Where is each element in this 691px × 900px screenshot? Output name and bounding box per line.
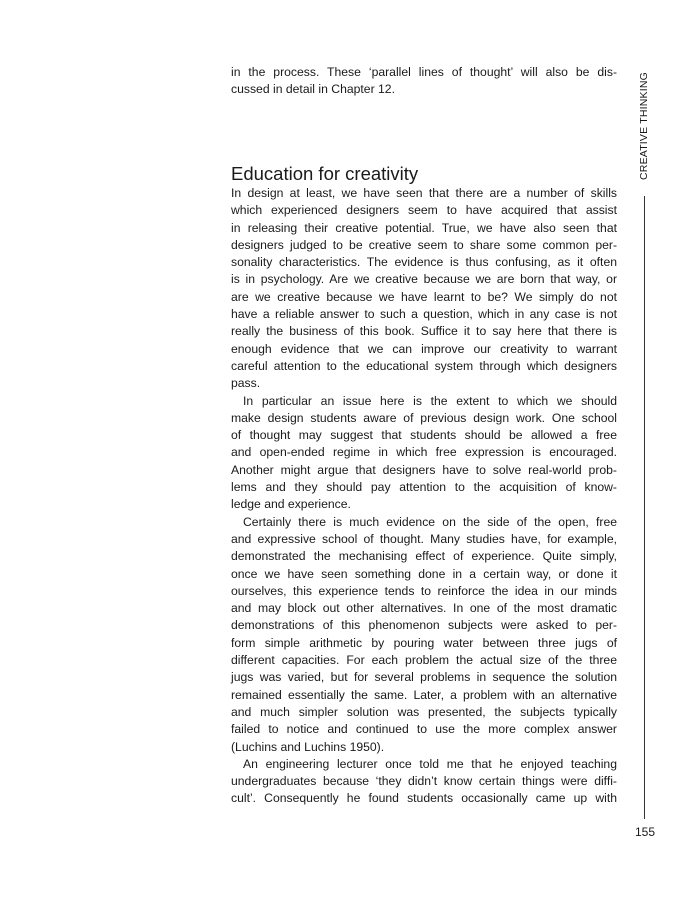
text-line: and expressive school of thought. Many studies have, for example, xyxy=(231,531,617,546)
text-line: form simple arithmetic by pouring water between three jugs of xyxy=(231,635,617,650)
paragraph xyxy=(231,514,617,756)
running-head: CREATIVE THINKING xyxy=(638,71,650,180)
text-line: remained essentially the same. Later, a problem with an alternative xyxy=(231,687,617,702)
text-line: Another might argue that designers have to solve real-world prob- xyxy=(231,462,617,477)
text-line: in the process. These ‘parallel lines of thought’ will also be dis- xyxy=(231,65,617,79)
margin-rule xyxy=(644,196,645,819)
paragraph xyxy=(231,185,617,393)
text-line: sonality characteristics. The evidence is thus confusing, as it often xyxy=(231,255,617,270)
page-number: 155 xyxy=(634,825,656,839)
text-line: designers judged to be creative seem to share some common per- xyxy=(231,237,617,252)
text-line: of thought may suggest that students should be allowed a free xyxy=(231,428,617,443)
body-text xyxy=(231,185,617,808)
text-line: careful attention to the educational system through which designers xyxy=(231,358,617,373)
text-line: are we creative because we have learnt to be? We simply do not xyxy=(231,289,617,304)
text-line: and much simpler solution was presented, the subjects typically xyxy=(231,704,617,719)
text-line: undergraduates because ‘they didn’t know certain things were diffi- xyxy=(231,774,617,789)
text-line: different capacities. For each problem the actual size of the three xyxy=(231,653,617,668)
intro-text xyxy=(231,64,617,99)
paragraph xyxy=(231,756,617,808)
text-line: jugs was varied, but for several problems in sequence the solution xyxy=(231,670,617,685)
text-line: Certainly there is much evidence on the side of the open, free xyxy=(243,514,617,529)
text-line: In design at least, we have seen that there are a number of skills xyxy=(231,186,617,200)
text-line: make design students aware of previous design work. One school xyxy=(231,410,617,425)
text-line: cult’. Consequently he found students occasionally came up with xyxy=(231,791,617,806)
text-line: enough evidence that we can improve our creativity to warrant xyxy=(231,341,617,356)
text-line: ledge and experience. xyxy=(231,497,351,512)
paragraph xyxy=(231,393,617,514)
text-line: and may block out other alternatives. In one of the most dramatic xyxy=(231,601,617,616)
text-line: once we have seen something done in a certain way, or done it xyxy=(231,566,617,581)
text-line: in releasing their creative potential. True, we have also seen that xyxy=(231,220,617,235)
text-line: lems and they should pay attention to the acquisition of know- xyxy=(231,480,617,495)
text-line: ourselves, this experience tends to reinforce the idea in our minds xyxy=(231,583,617,598)
text-line: pass. xyxy=(231,376,261,391)
text-line: demonstrated the mechanising effect of experience. Quite simply, xyxy=(231,549,617,564)
text-line: (Luchins and Luchins 1950). xyxy=(231,739,385,754)
text-line: have a reliable answer to such a question, which in any case is not xyxy=(231,307,617,322)
text-line: demonstrations of this phenomenon subjects were asked to per- xyxy=(231,618,617,633)
text-line: really the business of this book. Suffice it to say here that there is xyxy=(231,324,617,339)
text-line: cussed in detail in Chapter 12. xyxy=(231,82,395,97)
text-line: failed to notice and continued to use the more complex answer xyxy=(231,722,617,737)
text-line: and open-ended regime in which free expression is encouraged. xyxy=(231,445,617,460)
text-line: which experienced designers seem to have acquired that assist xyxy=(231,203,617,218)
section-heading: Education for creativity xyxy=(231,163,419,185)
text-line: An engineering lecturer once told me that he enjoyed teaching xyxy=(243,756,617,771)
text-line: In particular an issue here is the extent to which we should xyxy=(243,393,617,408)
text-line: is in psychology. Are we creative because we are born that way, or xyxy=(231,272,617,287)
